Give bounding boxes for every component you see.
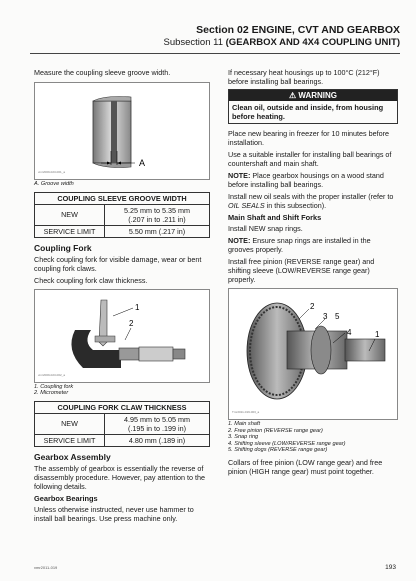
limit-value: 4.80 mm (.189 in) [105,434,210,446]
caption-item: 1. Coupling fork [34,383,74,390]
right-column [228,68,398,479]
warning-box [228,89,398,124]
note-label: NOTE: [228,171,251,180]
coupling-fork-text-2: Check coupling fork claw thickness. [34,275,148,285]
callout-2: 2 [310,302,315,311]
new-value-imperial: (.207 in to .211 in) [128,214,186,224]
callout-4: 4 [347,328,352,337]
new-label: NEW [35,413,105,434]
figure-id: Tmr2011-019-003_a [232,410,260,414]
caption-item: 4. Shifting sleeve (LOW/REVERSE range gear) [228,440,346,447]
left-column [34,68,210,526]
section-label: Section [196,24,235,36]
callout-5: 5 [335,312,340,321]
intro-text: Measure the coupling sleeve groove width. [34,68,171,77]
callout-a: A [139,158,146,168]
caption-item: 1. Main shaft [228,421,261,427]
text-part: Install new oil seals with the proper installer (refer to [228,192,394,201]
micrometer-illustration [35,290,209,382]
coupling-fork-text-1: Check coupling fork for visible damage, wear or bent coupling fork claws. [34,254,202,273]
table-title: COUPLING FORK CLAW THICKNESS [35,401,210,413]
caption-item: 2. Micrometer [34,390,69,396]
doc-id: vmr2011-019 [34,565,58,570]
snap-ring-text: Install NEW snap rings. [228,224,303,233]
warning-body: Clean oil, outside and inside, from housing before heating. [232,103,384,121]
header-rule [30,53,400,54]
callout-2: 2 [129,318,134,328]
callout-3: 3 [323,312,328,321]
section-title: ENGINE, CVT AND GEARBOX [251,24,400,36]
collar-text: Collars of free pinion (LOW range gear) and free pinion (HIGH range gear) must point together. [228,457,383,476]
page-header [163,24,400,48]
assembly-text: The assembly of gearbox is essentially the reverse of disassembly procedure. However, pay attention to the following details. [34,463,205,491]
figure-caption [34,384,210,397]
text-part: in this subsection). [264,201,327,210]
heat-text: If necessary heat housings up to 100°C (212°F) before installing ball bearings. [228,68,380,86]
new-value [105,413,210,434]
claw-thickness-table [34,401,210,447]
section-line [163,24,400,36]
subsection-label: Subsection 11 [163,37,223,48]
callout-1: 1 [375,330,380,339]
table-title: COUPLING SLEEVE GROOVE WIDTH [35,192,210,204]
note-2 [228,236,398,254]
caption-item: 5. Shifting dogs (REVERSE range gear) [228,447,328,453]
figure-id: vmr2009-023-002_a [38,372,66,377]
coupling-sleeve-illustration [35,83,209,179]
caption-item: 2. Free pinion (REVERSE range gear) [228,427,323,434]
coupling-fork-heading: Coupling Fork [34,242,92,253]
note-1 [228,171,398,189]
warning-icon: ⚠ [288,91,297,100]
oil-seal-text [228,192,398,210]
installer-text: Use a suitable installer for installing ball bearings of countershaft and main shaft. [228,150,392,168]
warning-header [229,90,397,101]
callout-1: 1 [135,302,140,312]
note-label: NOTE: [228,236,251,245]
caption-item: 3. Snap ring [228,434,259,440]
limit-label: SERVICE LIMIT [35,225,105,237]
pinion-text: Install free pinion (REVERSE range gear) and shifting sleeve (LOW/REVERSE range gear) properly. [228,257,375,284]
assembly-heading: Gearbox Assembly [34,451,111,462]
shafts-heading: Main Shaft and Shift Forks [228,213,322,222]
note-text: Ensure snap rings are installed in the grooves properly. [228,236,371,254]
new-value-metric: 5.25 mm to 5.35 mm [124,205,190,215]
main-shaft-figure [228,288,398,420]
freezer-text: Place new bearing in freezer for 10 minutes before installation. [228,129,390,147]
subsection-title: (GEARBOX AND 4X4 COUPLING UNIT) [225,37,400,48]
figure-caption: A. Groove width [34,181,74,187]
bearings-text: Unless otherwise instructed, never use hammer to install ball bearings. Use press machine only. [34,504,194,523]
subsection-line [163,37,400,48]
figure-id: vmr2009-023-001_a [38,170,66,174]
oil-seals-reference: OIL SEALS [228,201,265,210]
new-value-metric: 4.95 mm to 5.05 mm [124,414,190,424]
limit-label: SERVICE LIMIT [35,434,105,446]
figure-caption [228,421,398,454]
bearings-heading: Gearbox Bearings [34,493,98,503]
section-number: 02 [237,24,249,36]
groove-width-figure [34,82,210,180]
new-value [105,204,210,225]
groove-width-table [34,192,210,238]
new-label: NEW [35,204,105,225]
micrometer-figure [34,289,210,383]
page-number: 193 [385,564,396,571]
new-value-imperial: (.195 in to .199 in) [128,423,186,433]
main-shaft-illustration [229,289,397,419]
warning-title: WARNING [298,91,338,100]
limit-value: 5.50 mm (.217 in) [105,225,210,237]
note-text: Place gearbox housings on a wood stand before installing ball bearings. [228,171,384,189]
